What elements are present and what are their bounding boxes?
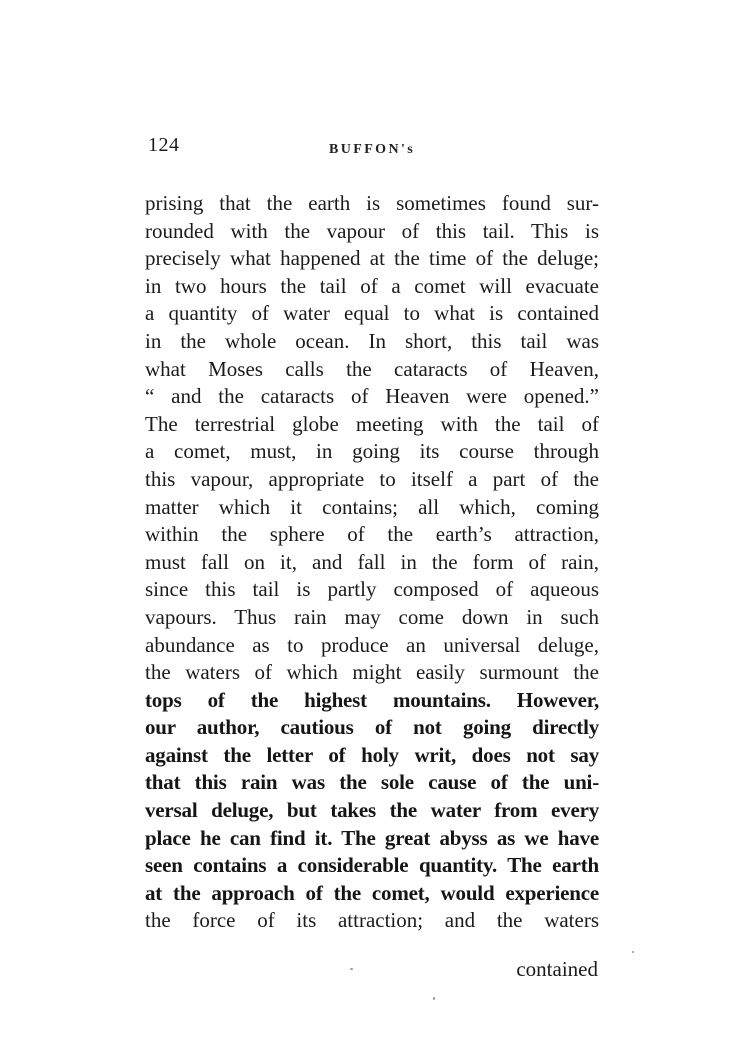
text-line: prising that the earth is sometimes found sur- (145, 191, 599, 215)
text-line: in two hours the tail of a comet will evacuate (145, 273, 599, 298)
text-line: The terrestrial globe meeting with the tail of (145, 411, 599, 436)
text-line: matter which it contains; all which, coming (145, 494, 599, 519)
text-line: what Moses calls the cataracts of Heaven, (145, 356, 599, 381)
running-head-title: BUFFON's (329, 142, 416, 157)
text-line: against the letter of holy writ, does not say (145, 742, 599, 767)
text-line: vapours. Thus rain may come down in such (145, 604, 599, 629)
text-line: since this tail is partly composed of aqueous (145, 577, 599, 602)
text-line: our author, cautious of not going directly (145, 715, 599, 740)
text-line: abundance as to produce an universal deluge, (145, 632, 599, 657)
text-line: must fall on it, and fall in the form of rain, (145, 549, 599, 574)
text-line: rounded with the vapour of this tail. This is (145, 218, 599, 243)
text-line: precisely what happened at the time of the deluge; (145, 246, 599, 271)
text-line: that this rain was the sole cause of the uni- (145, 770, 599, 795)
paper-speck (433, 997, 435, 1000)
text-line: the force of its attraction; and the waters (145, 908, 599, 933)
page-number: 124 (148, 134, 180, 156)
text-line: at the approach of the comet, would experience (145, 880, 599, 905)
text-line: place he can find it. The great abyss as we have (145, 825, 599, 850)
text-line: a comet, must, in going its course through (145, 439, 599, 464)
paper-speck (632, 951, 634, 953)
body-text (145, 190, 599, 935)
text-line: in the whole ocean. In short, this tail was (145, 328, 599, 353)
catchword: contained (516, 957, 598, 981)
text-line: versal deluge, but takes the water from every (145, 798, 599, 823)
text-line: a quantity of water equal to what is contained (145, 301, 599, 326)
text-line: within the sphere of the earth’s attraction, (145, 522, 599, 547)
running-head (144, 134, 600, 164)
text-line: seen contains a considerable quantity. The earth (145, 853, 599, 878)
paper-speck (350, 968, 353, 970)
text-line: this vapour, appropriate to itself a part of the (145, 466, 599, 491)
text-line: tops of the highest mountains. However, (145, 687, 599, 712)
text-line: the waters of which might easily surmount the (145, 660, 599, 685)
text-line: “ and the cataracts of Heaven were opened.” (145, 384, 599, 409)
